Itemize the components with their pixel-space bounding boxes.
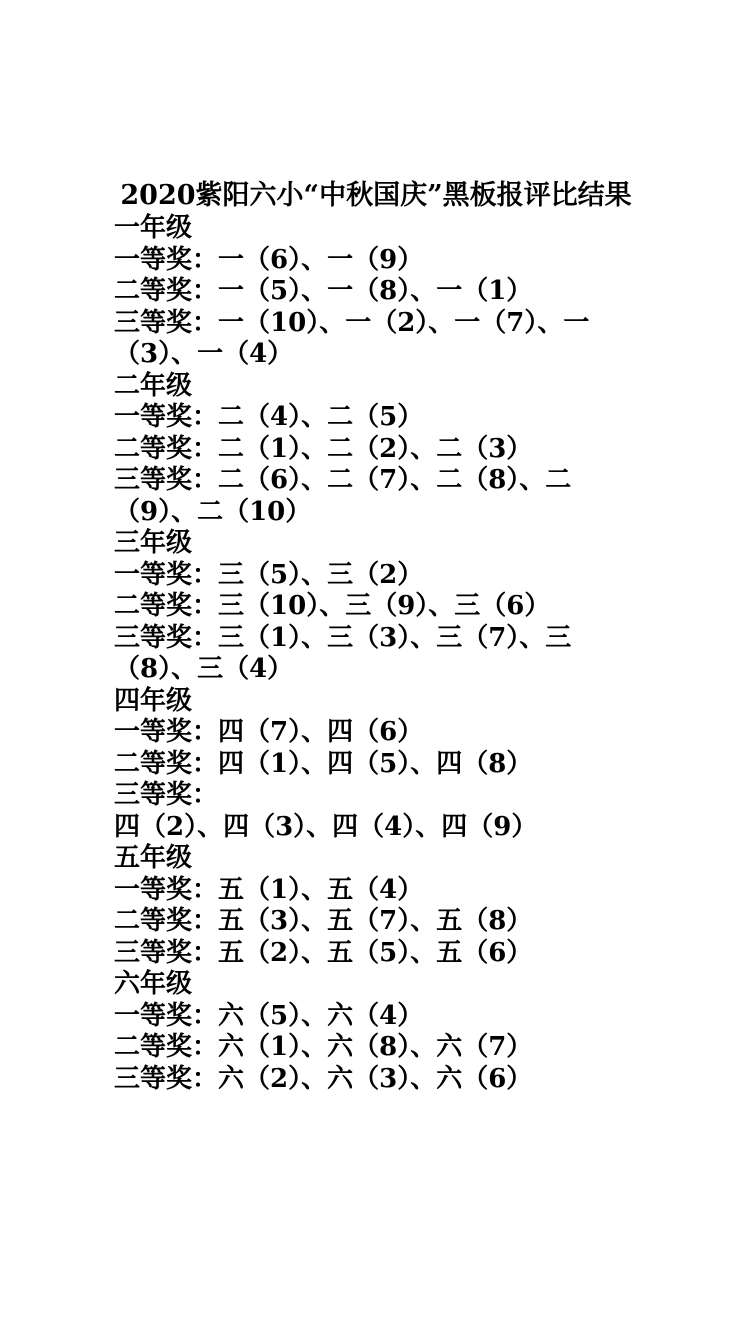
- award-classes: 一（6）、一（9）: [218, 244, 424, 275]
- award-line-first: [114, 717, 638, 749]
- award-label: 二等奖：: [114, 906, 219, 936]
- award-classes: 五（1）、五（4）: [218, 874, 424, 905]
- award-line-third: [114, 465, 638, 528]
- award-label: 三等奖：: [114, 622, 219, 653]
- award-classes: 六（5）、六（4）: [218, 1000, 424, 1031]
- award-label: 一等奖：: [114, 244, 219, 275]
- award-label: 三等奖：: [114, 1063, 219, 1094]
- award-label: 三等奖：: [114, 937, 219, 968]
- grade-heading: 三年级: [114, 528, 193, 558]
- award-label: 一等奖：: [114, 402, 219, 432]
- award-line-third: [114, 1064, 638, 1096]
- award-line-third: [114, 623, 638, 686]
- award-line-third: [114, 308, 638, 371]
- award-label: 二等奖：: [114, 1032, 219, 1062]
- award-classes: 四（7）、四（6）: [218, 717, 424, 747]
- award-line-second: [114, 1032, 638, 1064]
- award-label: 三等奖：: [114, 465, 219, 495]
- grade-section-3: [114, 528, 638, 686]
- award-label: 二等奖：: [114, 276, 219, 306]
- grade-section-6: [114, 969, 638, 1095]
- award-classes: 一（5）、一（8）、一（1）: [218, 276, 533, 306]
- award-line-third: [114, 780, 638, 843]
- grade-section-5: [114, 843, 638, 969]
- grade-section-2: [114, 371, 638, 529]
- grade-section-4: [114, 686, 638, 844]
- award-classes: 二（4）、二（5）: [218, 402, 424, 432]
- grade-heading: 五年级: [114, 843, 193, 873]
- award-label: 三等奖：: [114, 307, 219, 338]
- award-line-third: [114, 938, 638, 970]
- grade-heading: 一年级: [114, 213, 193, 243]
- award-line-second: [114, 434, 638, 466]
- award-label: 二等奖：: [114, 433, 219, 464]
- award-classes: 五（3）、五（7）、五（8）: [218, 906, 533, 936]
- award-label: 一等奖：: [114, 1000, 219, 1031]
- award-classes: 二（6）、二（7）、二（8）、二（9）、二（10）: [114, 465, 572, 527]
- document-title: 2020紫阳六小“中秋国庆”黑板报评比结果: [120, 180, 632, 211]
- award-line-second: [114, 906, 638, 938]
- award-classes: 三（5）、三（2）: [218, 559, 424, 590]
- award-classes: 六（1）、六（8）、六（7）: [218, 1032, 533, 1062]
- award-line-first: [114, 245, 638, 277]
- award-line-first: [114, 1001, 638, 1033]
- award-line-first: [114, 560, 638, 592]
- award-label: 一等奖：: [114, 717, 219, 747]
- award-line-second: [114, 749, 638, 781]
- award-line-first: [114, 402, 638, 434]
- award-line-second: [114, 276, 638, 308]
- award-label: 二等奖：: [114, 591, 219, 621]
- award-label: 二等奖：: [114, 748, 219, 779]
- document-body: [114, 178, 638, 1095]
- award-line-second: [114, 591, 638, 623]
- grade-heading: 二年级: [114, 370, 193, 401]
- award-classes: 五（2）、五（5）、五（6）: [218, 937, 533, 968]
- award-classes: 三（1）、三（3）、三（7）、三（8）、三（4）: [114, 622, 572, 684]
- award-classes: 一（10）、一（2）、一（7）、一（3）、一（4）: [114, 307, 590, 369]
- award-classes: 四（2）、四（3）、四（4）、四（9）: [114, 811, 538, 842]
- grade-heading: 六年级: [114, 969, 193, 999]
- award-classes: 三（10）、三（9）、三（6）: [218, 591, 551, 621]
- grade-section-1: [114, 213, 638, 371]
- award-line-first: [114, 875, 638, 907]
- award-classes: 四（1）、四（5）、四（8）: [218, 748, 533, 779]
- award-label: 一等奖：: [114, 559, 219, 590]
- award-label: 三等奖：: [114, 780, 219, 810]
- award-classes: 六（2）、六（3）、六（6）: [218, 1063, 533, 1094]
- award-classes: 二（1）、二（2）、二（3）: [218, 433, 533, 464]
- award-label: 一等奖：: [114, 874, 219, 905]
- grade-heading: 四年级: [114, 685, 193, 716]
